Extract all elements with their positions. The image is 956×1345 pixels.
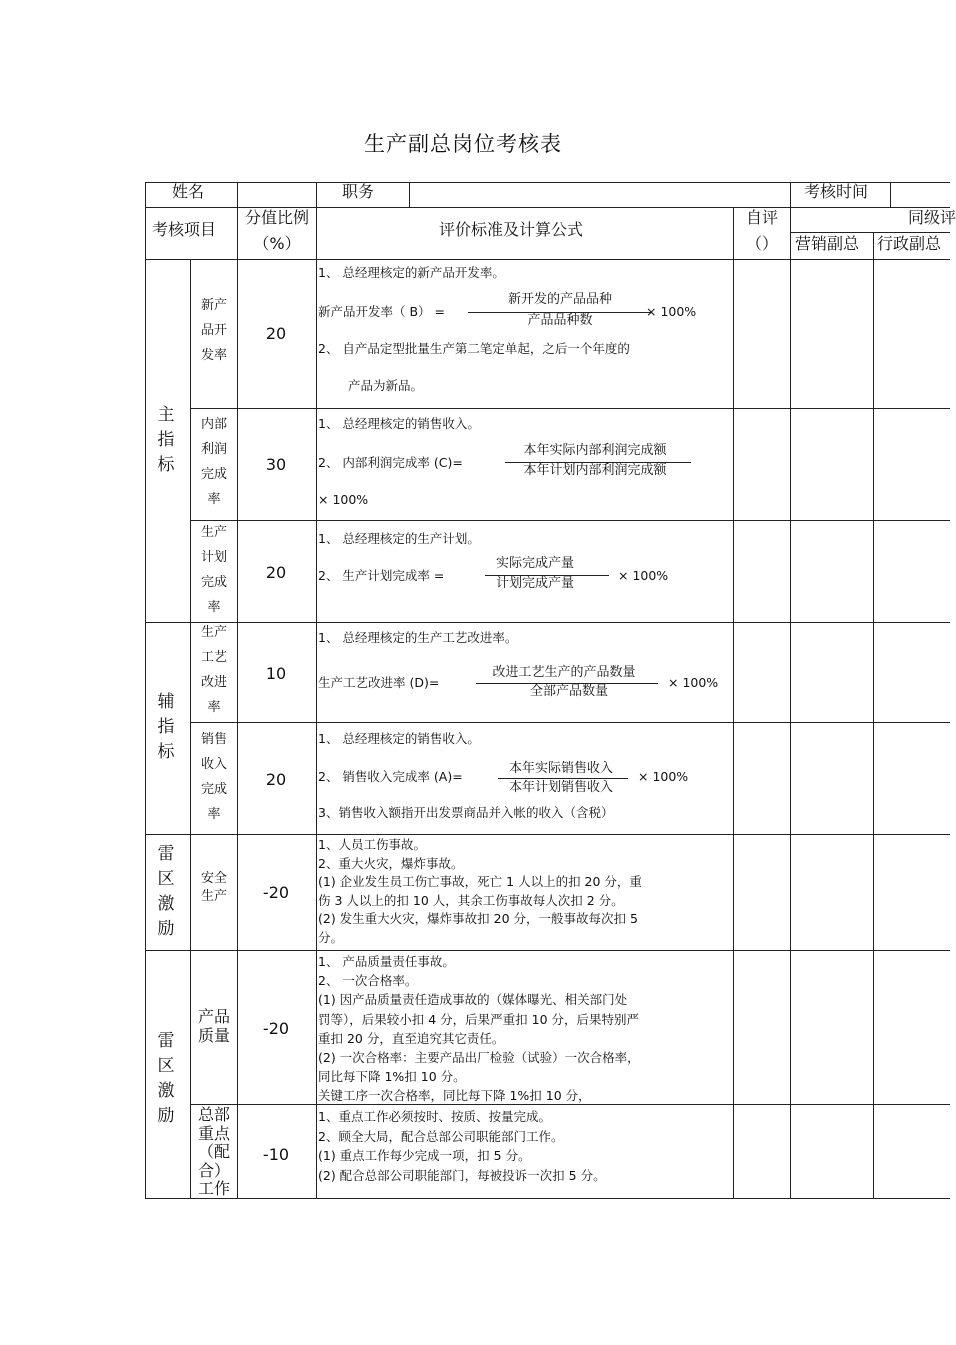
group-penalty-2: 雷 区 激 励 [157, 1031, 175, 1126]
time-value-field[interactable] [891, 183, 950, 207]
r4-formula-suffix: × 100% [668, 675, 719, 690]
r4-formula-denominator: 全部产品数量 [529, 684, 608, 699]
position-label: 职务 [342, 182, 375, 201]
r1-formula-denominator: 产品品种数 [527, 313, 593, 328]
r1-criteria-line: 2、 自产品定型批量生产第二笔定单起，之后一个年度的 [318, 341, 630, 356]
score-r5: 20 [265, 770, 287, 789]
score-r4: 10 [265, 664, 287, 683]
score-r7: -20 [262, 1019, 290, 1038]
r2-formula-denominator: 本年计划内部利润完成额 [523, 463, 667, 478]
r2-formula-suffix: × 100% [318, 492, 369, 507]
r3-formula-prefix: 2、 生产计划完成率 = [318, 568, 445, 583]
col-self-header: 自评 [745, 208, 778, 227]
r3-formula-suffix: × 100% [618, 568, 669, 583]
name-value-field[interactable] [238, 183, 316, 207]
col-peer-header: 同级评 [908, 208, 956, 227]
r4-criteria-line: 1、 总经理核定的生产工艺改进率。 [318, 630, 518, 645]
r5-criteria-line: 3、销售收入额指开出发票商品并入帐的收入（含税） [318, 805, 614, 820]
r2-formula-numerator: 本年实际内部利润完成额 [523, 443, 667, 458]
r1-formula-suffix: × 100% [646, 304, 697, 319]
r8-criteria: 1、重点工作必须按时、按质、按量完成。 2、顾全大局，配合总部公司职能部门工作。 (1) 重点工作每少完成一项，扣 5 分。 (2) 配合总部公司职能部门，每被投诉一次扣 5 分。 [318, 1109, 606, 1183]
position-value-field[interactable] [410, 183, 790, 207]
r2-criteria-line: 1、 总经理核定的销售收入。 [318, 416, 480, 431]
name-label: 姓名 [172, 182, 205, 201]
r5-formula-numerator: 本年实际销售收入 [508, 761, 613, 776]
r5-fraction-line [498, 778, 628, 779]
group-penalty-1: 雷 区 激 励 [157, 844, 175, 939]
item-hq-key-work: 总部 重点 （配 合） 工作 [197, 1105, 230, 1198]
r5-formula-suffix: × 100% [638, 769, 689, 784]
r5-criteria-line: 1、 总经理核定的销售收入。 [318, 731, 480, 746]
r1-formula-numerator: 新开发的产品品种 [507, 292, 612, 307]
col-peer-sales-vp: 营销副总 [795, 234, 860, 253]
r1-criteria-line: 1、 总经理核定的新产品开发率。 [318, 265, 505, 280]
item-internal-profit-rate: 内部 利润 完成 率 [200, 417, 227, 507]
score-r3: 20 [265, 563, 287, 582]
r2-formula-prefix: 2、 内部利润完成率 (C)= [318, 455, 463, 470]
r4-formula-numerator: 改进工艺生产的产品数量 [492, 665, 636, 680]
time-label: 考核时间 [804, 182, 869, 201]
r7-criteria: 1、 产品质量责任事故。 2、 一次合格率。 (1) 因产品质量责任造成事故的（媒体曝光、相关部门处 罚等），后果较小扣 4 分，后果严重扣 10 分，后果特别严 重扣 20 分，直至追究其它责任。 (2) 一次合格率：主要产品出厂检验（试验）一次合格率， 同比每下降 1%扣 10 分。 关键工序一次合格率，同比每下降 1%扣 10 分， [318, 954, 640, 1104]
col-ratio-header: 分值比例 [244, 208, 309, 227]
score-r8: -10 [262, 1145, 290, 1164]
col-peer-admin-vp: 行政副总 [877, 234, 942, 253]
col-item-header: 考核项目 [152, 220, 217, 239]
r5-formula-prefix: 2、 销售收入完成率 (A)= [318, 769, 463, 784]
group-aux-indicator: 辅 指 标 [157, 692, 175, 762]
item-product-quality: 产品 质量 [197, 1007, 230, 1045]
item-new-product-rate: 新产 品开 发率 [200, 298, 227, 363]
r6-criteria: 1、人员工伤事故。 2、重大火灾，爆炸事故。 (1) 企业发生员工伤亡事故，死亡 1 人以上的扣 20 分，重 伤 3 人以上的扣 10 人，其余工伤事故每人次扣 2 分。 (2) 发生重大火灾，爆炸事故扣 20 分，一般事故每次扣 5 分。 [318, 837, 642, 945]
score-r2: 30 [265, 455, 287, 474]
r1-criteria-line: 产品为新品。 [348, 378, 424, 393]
r3-formula-numerator: 实际完成产量 [495, 556, 574, 571]
document-title: 生产副总岗位考核表 [364, 132, 562, 156]
item-process-improvement-rate: 生产 工艺 改进 率 [200, 625, 227, 715]
item-production-plan-rate: 生产 计划 完成 率 [200, 525, 227, 615]
r5-formula-denominator: 本年计划销售收入 [508, 780, 613, 795]
r3-formula-denominator: 计划完成产量 [495, 576, 574, 591]
item-safety-production: 安全 生产 [200, 871, 227, 904]
col-ratio-unit: （%） [253, 234, 301, 253]
col-criteria-header: 评价标准及计算公式 [439, 220, 584, 239]
r3-criteria-line: 1、 总经理核定的生产计划。 [318, 531, 480, 546]
score-r1: 20 [265, 324, 287, 343]
item-sales-revenue-rate: 销售 收入 完成 率 [200, 732, 227, 822]
col-self-unit: （） [745, 234, 778, 253]
r4-formula-prefix: 生产工艺改进率 (D)= [318, 675, 440, 690]
score-r6: -20 [262, 883, 290, 902]
r1-formula-prefix: 新产品开发率（ B） = [318, 304, 445, 319]
group-main-indicator: 主 指 标 [157, 405, 175, 475]
